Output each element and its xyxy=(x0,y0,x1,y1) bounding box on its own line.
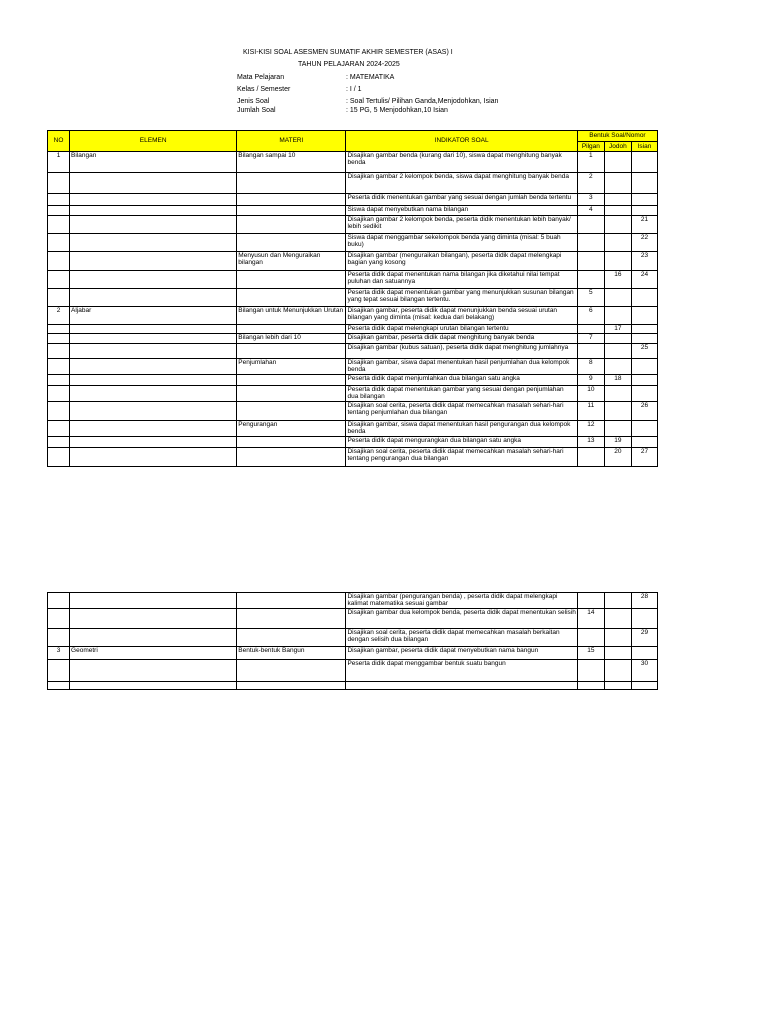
cell-pilgan xyxy=(577,682,604,690)
cell-elemen: Bilangan xyxy=(70,152,237,173)
cell-isian xyxy=(631,436,657,447)
cell-elemen xyxy=(70,206,237,216)
cell-pilgan: 3 xyxy=(577,194,604,206)
cell-no xyxy=(48,682,70,690)
table-row xyxy=(48,682,658,690)
cell-pilgan: 6 xyxy=(577,307,604,325)
cell-elemen xyxy=(70,252,237,271)
document-title: KISI-KISI SOAL ASESMEN SUMATIF AKHIR SEMESTER (ASAS) I xyxy=(243,49,453,56)
cell-indikator: Peserta didik dapat menentukan gambar yang menunjukkan susunan bilangan yang tepat sesuai bilangan tertentu. xyxy=(346,289,577,307)
cell-pilgan: 8 xyxy=(577,359,604,375)
cell-elemen xyxy=(70,344,237,359)
cell-jodoh xyxy=(604,660,631,682)
cell-materi: Penjumlahan xyxy=(237,359,346,375)
cell-materi xyxy=(237,682,346,690)
cell-jodoh xyxy=(604,206,631,216)
cell-pilgan: 13 xyxy=(577,436,604,447)
cell-isian: 29 xyxy=(631,629,657,647)
cell-no xyxy=(48,334,70,344)
cell-jodoh xyxy=(604,609,631,629)
cell-isian xyxy=(631,194,657,206)
cell-pilgan xyxy=(577,325,604,334)
cell-jodoh xyxy=(604,194,631,206)
cell-jodoh xyxy=(604,401,631,420)
cell-materi xyxy=(237,344,346,359)
cell-no: 1 xyxy=(48,152,70,173)
cell-indikator: Peserta didik dapat mengurangkan dua bilangan satu angka xyxy=(346,436,577,447)
header-elemen: ELEMEN xyxy=(70,131,237,152)
cell-indikator: Disajikan gambar benda (kurang dari 10), siswa dapat menghitung banyak benda xyxy=(346,152,577,173)
cell-elemen xyxy=(70,629,237,647)
cell-no xyxy=(48,420,70,436)
cell-materi xyxy=(237,386,346,402)
cell-isian xyxy=(631,386,657,402)
cell-indikator: Peserta didik dapat menjumlahkan dua bilangan satu angka xyxy=(346,375,577,386)
cell-elemen xyxy=(70,234,237,252)
table-row xyxy=(48,647,658,660)
cell-isian: 25 xyxy=(631,344,657,359)
cell-elemen xyxy=(70,289,237,307)
cell-pilgan xyxy=(577,629,604,647)
cell-indikator: Disajikan soal cerita, peserta didik dapat memecahkan masalah sehari-hari tentang pengurangan dua bilangan xyxy=(346,447,577,466)
cell-jodoh xyxy=(604,344,631,359)
cell-no xyxy=(48,609,70,629)
cell-indikator: Peserta didik menentukan gambar yang sesuai dengan jumlah benda tertentu xyxy=(346,194,577,206)
cell-isian: 28 xyxy=(631,593,657,609)
table-row xyxy=(48,401,658,420)
table-row xyxy=(48,420,658,436)
cell-no xyxy=(48,359,70,375)
cell-materi: Menyusun dan Menguraikan bilangan xyxy=(237,252,346,271)
cell-pilgan: 1 xyxy=(577,152,604,173)
cell-jodoh xyxy=(604,152,631,173)
table-row xyxy=(48,660,658,682)
cell-elemen xyxy=(70,216,237,234)
cell-indikator: Disajikan gambar, peserta didik dapat menyebutkan nama bangun xyxy=(346,647,577,660)
grid-table-continued xyxy=(47,592,658,690)
table-row xyxy=(48,436,658,447)
table-row xyxy=(48,271,658,289)
cell-indikator: Disajikan gambar, siswa dapat menentukan hasil pengurangan dua kelompok benda xyxy=(346,420,577,436)
cell-no: 2 xyxy=(48,307,70,325)
cell-elemen xyxy=(70,194,237,206)
table-row xyxy=(48,629,658,647)
cell-indikator: Siswa dapat menggambar sekelompok benda yang diminta (misal: 5 buah buku) xyxy=(346,234,577,252)
cell-jodoh: 16 xyxy=(604,271,631,289)
cell-indikator: Disajikan gambar (pengurangan benda) , peserta didik dapat melengkapi kalimat matematika sesuai gambar xyxy=(346,593,577,609)
cell-indikator: Disajikan gambar, peserta didik dapat menghitung banyak benda xyxy=(346,334,577,344)
table-row xyxy=(48,234,658,252)
cell-jodoh xyxy=(604,386,631,402)
cell-pilgan: 10 xyxy=(577,386,604,402)
cell-materi xyxy=(237,173,346,194)
table-row xyxy=(48,152,658,173)
cell-isian xyxy=(631,682,657,690)
cell-elemen: Aljabar xyxy=(70,307,237,325)
cell-jodoh xyxy=(604,682,631,690)
cell-isian xyxy=(631,359,657,375)
cell-elemen xyxy=(70,447,237,466)
cell-pilgan: 12 xyxy=(577,420,604,436)
info-value-class: : I / 1 xyxy=(346,86,362,93)
cell-elemen xyxy=(70,359,237,375)
table-row xyxy=(48,344,658,359)
cell-elemen xyxy=(70,334,237,344)
cell-materi xyxy=(237,289,346,307)
cell-elemen xyxy=(70,271,237,289)
info-label-count: Jumlah Soal xyxy=(237,107,276,114)
cell-jodoh xyxy=(604,420,631,436)
cell-isian xyxy=(631,289,657,307)
cell-pilgan xyxy=(577,447,604,466)
cell-indikator: Peserta didik dapat menentukan nama bilangan jika diketahui nilai tempat puluhan dan satuannya xyxy=(346,271,577,289)
info-value-subject: : MATEMATIKA xyxy=(346,74,395,81)
cell-no xyxy=(48,173,70,194)
cell-materi: Pengurangan xyxy=(237,420,346,436)
cell-isian: 22 xyxy=(631,234,657,252)
cell-jodoh: 17 xyxy=(604,325,631,334)
header-materi: MATERI xyxy=(237,131,346,152)
grid-table-main xyxy=(47,130,658,467)
table-row xyxy=(48,173,658,194)
cell-materi: Bilangan sampai 10 xyxy=(237,152,346,173)
table-row xyxy=(48,307,658,325)
cell-pilgan xyxy=(577,593,604,609)
cell-indikator: Disajikan gambar dua kelompok benda, peserta didik dapat menentukan selisih xyxy=(346,609,577,629)
cell-isian xyxy=(631,334,657,344)
cell-pilgan xyxy=(577,234,604,252)
cell-isian: 21 xyxy=(631,216,657,234)
cell-no xyxy=(48,234,70,252)
info-value-count: : 15 PG, 5 Menjodohkan,10 Isian xyxy=(346,107,448,114)
info-value-type: : Soal Tertulis/ Pilihan Ganda,Menjodohkan, Isian xyxy=(346,98,499,105)
cell-indikator: Peserta didik dapat menggambar bentuk suatu bangun xyxy=(346,660,577,682)
cell-materi: Bentuk-bentuk Bangun xyxy=(237,647,346,660)
cell-indikator: Peserta didik dapat menentukan gambar yang sesuai dengan penjumlahan dua bilangan xyxy=(346,386,577,402)
cell-pilgan: 11 xyxy=(577,401,604,420)
cell-no xyxy=(48,447,70,466)
header-no: NO xyxy=(48,131,70,152)
cell-isian: 27 xyxy=(631,447,657,466)
cell-materi: Bilangan lebih dari 10 xyxy=(237,334,346,344)
cell-indikator: Disajikan gambar 2 kelompok benda, siswa dapat menghitung banyak benda xyxy=(346,173,577,194)
cell-no xyxy=(48,344,70,359)
cell-isian xyxy=(631,325,657,334)
cell-jodoh xyxy=(604,629,631,647)
cell-pilgan xyxy=(577,344,604,359)
cell-no: 3 xyxy=(48,647,70,660)
cell-jodoh xyxy=(604,216,631,234)
cell-jodoh: 18 xyxy=(604,375,631,386)
cell-jodoh: 19 xyxy=(604,436,631,447)
cell-isian xyxy=(631,647,657,660)
cell-jodoh xyxy=(604,647,631,660)
cell-jodoh xyxy=(604,334,631,344)
cell-jodoh xyxy=(604,289,631,307)
cell-materi: Bilangan untuk Menunjukkan Urutan xyxy=(237,307,346,325)
cell-isian: 26 xyxy=(631,401,657,420)
table-row xyxy=(48,334,658,344)
cell-materi xyxy=(237,660,346,682)
cell-pilgan: 15 xyxy=(577,647,604,660)
cell-materi xyxy=(237,609,346,629)
cell-no xyxy=(48,271,70,289)
header-bentuk-soal: Bentuk Soal/Nomor xyxy=(577,131,657,142)
table-row xyxy=(48,593,658,609)
cell-isian: 24 xyxy=(631,271,657,289)
cell-jodoh xyxy=(604,173,631,194)
cell-indikator: Disajikan gambar (kubus satuan), peserta didik dapat menghitung jumlahnya xyxy=(346,344,577,359)
cell-pilgan: 2 xyxy=(577,173,604,194)
cell-no xyxy=(48,206,70,216)
cell-elemen xyxy=(70,375,237,386)
cell-isian xyxy=(631,420,657,436)
cell-jodoh xyxy=(604,252,631,271)
cell-no xyxy=(48,325,70,334)
info-label-subject: Mata Pelajaran xyxy=(237,74,285,81)
cell-elemen xyxy=(70,660,237,682)
cell-materi xyxy=(237,375,346,386)
info-label-type: Jenis Soal xyxy=(237,98,270,105)
cell-no xyxy=(48,436,70,447)
cell-isian xyxy=(631,152,657,173)
table-row xyxy=(48,386,658,402)
cell-elemen: Geometri xyxy=(70,647,237,660)
cell-indikator xyxy=(346,682,577,690)
cell-jodoh xyxy=(604,234,631,252)
document-subtitle: TAHUN PELAJARAN 2024-2025 xyxy=(298,61,400,68)
cell-isian xyxy=(631,173,657,194)
table-row xyxy=(48,609,658,629)
table-row xyxy=(48,289,658,307)
cell-indikator: Disajikan gambar, siswa dapat menentukan hasil penjumlahan dua kelompok benda xyxy=(346,359,577,375)
cell-no xyxy=(48,289,70,307)
cell-materi xyxy=(237,593,346,609)
cell-isian xyxy=(631,609,657,629)
cell-isian xyxy=(631,206,657,216)
header-pilgan: Pilgan xyxy=(577,142,604,152)
cell-isian: 23 xyxy=(631,252,657,271)
cell-elemen xyxy=(70,386,237,402)
cell-jodoh: 20 xyxy=(604,447,631,466)
cell-elemen xyxy=(70,436,237,447)
cell-elemen xyxy=(70,593,237,609)
cell-indikator: Disajikan soal cerita, peserta didik dapat memecahkan masalah berkaitan dengan selisih dua bilangan xyxy=(346,629,577,647)
cell-isian xyxy=(631,307,657,325)
cell-materi xyxy=(237,194,346,206)
cell-materi xyxy=(237,325,346,334)
cell-materi xyxy=(237,216,346,234)
table-row xyxy=(48,206,658,216)
cell-pilgan: 9 xyxy=(577,375,604,386)
cell-pilgan: 14 xyxy=(577,609,604,629)
header-jodoh: Jodoh xyxy=(604,142,631,152)
cell-isian: 30 xyxy=(631,660,657,682)
cell-indikator: Disajikan gambar 2 kelompok benda, peserta didik menentukan lebih banyak/ lebih sedikit xyxy=(346,216,577,234)
cell-indikator: Disajikan soal cerita, peserta didik dapat memecahkan masalah sehari-hari tentang penjumlahan dua bilangan xyxy=(346,401,577,420)
cell-no xyxy=(48,194,70,206)
cell-elemen xyxy=(70,325,237,334)
table-row xyxy=(48,375,658,386)
cell-jodoh xyxy=(604,307,631,325)
cell-elemen xyxy=(70,173,237,194)
cell-elemen xyxy=(70,682,237,690)
cell-pilgan xyxy=(577,271,604,289)
header-isian: Isian xyxy=(631,142,657,152)
cell-no xyxy=(48,252,70,271)
cell-pilgan xyxy=(577,252,604,271)
cell-no xyxy=(48,629,70,647)
cell-materi xyxy=(237,401,346,420)
cell-indikator: Peserta didik dapat melengkapi urutan bilangan tertentu xyxy=(346,325,577,334)
table-row xyxy=(48,447,658,466)
table-row xyxy=(48,252,658,271)
cell-indikator: Siswa dapat menyebutkan nama bilangan xyxy=(346,206,577,216)
cell-elemen xyxy=(70,420,237,436)
cell-elemen xyxy=(70,401,237,420)
cell-materi xyxy=(237,629,346,647)
cell-indikator: Disajikan gambar (menguraikan bilangan), peserta didik dapat melengkapi bagian yang kosong xyxy=(346,252,577,271)
cell-pilgan: 7 xyxy=(577,334,604,344)
cell-materi xyxy=(237,271,346,289)
info-label-class: Kelas / Semester xyxy=(237,86,291,93)
table-row xyxy=(48,325,658,334)
cell-materi xyxy=(237,436,346,447)
cell-no xyxy=(48,386,70,402)
cell-isian xyxy=(631,375,657,386)
cell-jodoh xyxy=(604,593,631,609)
cell-no xyxy=(48,216,70,234)
cell-materi xyxy=(237,234,346,252)
cell-indikator: Disajikan gambar, peserta didik dapat menunjukkan benda sesuai urutan bilangan yang diminta (misal: kedua dari belakang) xyxy=(346,307,577,325)
cell-no xyxy=(48,660,70,682)
cell-elemen xyxy=(70,609,237,629)
cell-pilgan xyxy=(577,216,604,234)
cell-materi xyxy=(237,447,346,466)
table-row xyxy=(48,359,658,375)
cell-no xyxy=(48,401,70,420)
cell-jodoh xyxy=(604,359,631,375)
cell-no xyxy=(48,375,70,386)
table-row xyxy=(48,194,658,206)
cell-pilgan: 5 xyxy=(577,289,604,307)
cell-materi xyxy=(237,206,346,216)
cell-pilgan xyxy=(577,660,604,682)
cell-pilgan: 4 xyxy=(577,206,604,216)
table-row xyxy=(48,216,658,234)
header-indikator: INDIKATOR SOAL xyxy=(346,131,577,152)
cell-no xyxy=(48,593,70,609)
